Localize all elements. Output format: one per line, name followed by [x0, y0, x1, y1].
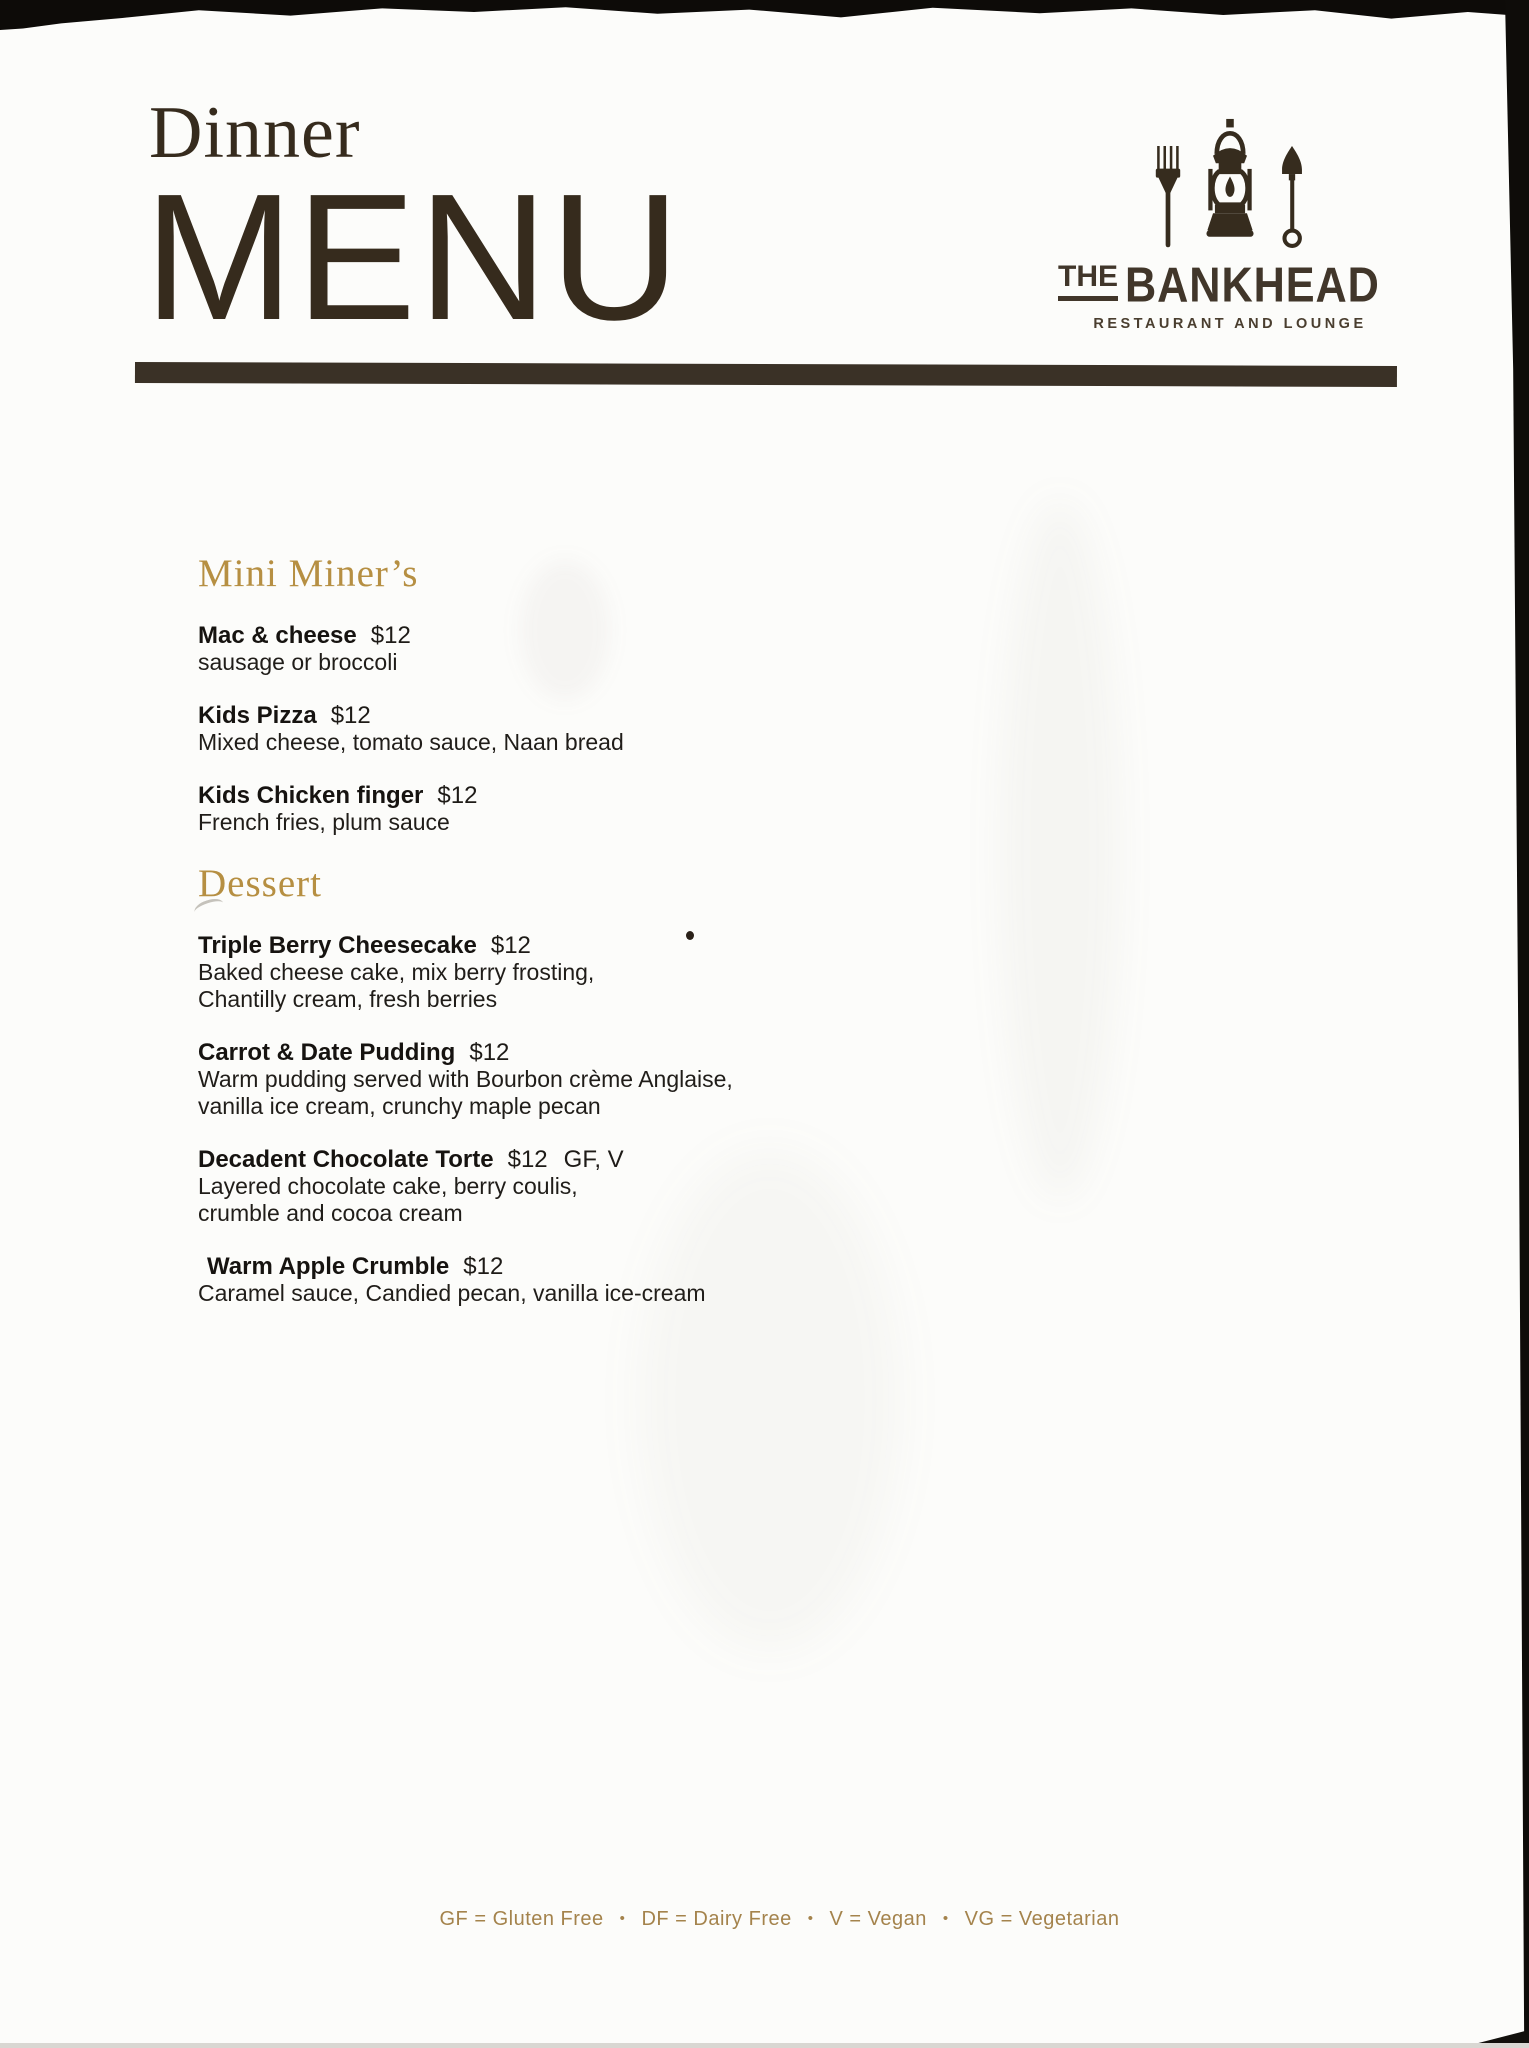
- lantern-icon: [1197, 118, 1263, 250]
- item-title-line: [198, 1039, 998, 1066]
- brand-logo-icons: [1060, 112, 1400, 250]
- item-dietary-tags: GF, V: [563, 1146, 624, 1173]
- menu-item-kids-pizza: [198, 702, 998, 756]
- brand-tagline: RESTAURANT AND LOUNGE: [1093, 316, 1367, 332]
- brand-the: THE: [1058, 262, 1118, 301]
- legend-part-vegetarian: VG = Vegetarian: [964, 1908, 1120, 1930]
- brand-bankhead: BANKHEAD: [1125, 256, 1380, 312]
- item-title-line: [198, 1146, 998, 1173]
- item-description-line: vanilla ice cream, crunchy maple pecan: [198, 1093, 601, 1119]
- item-price: $12: [507, 1146, 548, 1173]
- item-title-line: [198, 702, 998, 729]
- menu-item-kids-chicken-finger: [198, 782, 998, 836]
- brand-name: [1058, 256, 1400, 312]
- item-name: Decadent Chocolate Torte: [198, 1146, 494, 1173]
- item-description-line: Baked cheese cake, mix berry frosting,: [198, 959, 595, 985]
- item-price: $12: [330, 702, 371, 729]
- dietary-legend: [0, 1908, 1529, 1931]
- shovel-icon: [1278, 146, 1306, 250]
- legend-separator: •: [942, 1910, 949, 1927]
- section-heading-mini-miners: Mini Miner’s: [198, 552, 419, 595]
- legend-part-vegan: V = Vegan: [829, 1908, 927, 1930]
- item-name: Triple Berry Cheesecake: [198, 932, 477, 959]
- legend-part-dairy-free: DF = Dairy Free: [641, 1908, 792, 1930]
- item-price: $12: [437, 782, 478, 809]
- brand-logo: [1060, 112, 1400, 332]
- header-divider-bar: [135, 362, 1397, 387]
- section-heading-dessert: Dessert: [198, 862, 322, 905]
- item-description-line: Caramel sauce, Candied pecan, vanilla ice-cream: [198, 1280, 706, 1306]
- menu-item-triple-berry-cheesecake: [198, 932, 998, 1013]
- item-price: $12: [469, 1039, 510, 1066]
- item-price: $12: [463, 1253, 504, 1280]
- item-description-line: Warm pudding served with Bourbon crème Anglaise,: [198, 1066, 733, 1092]
- menu-item-mac-and-cheese: [198, 622, 998, 676]
- dinner-title: Dinner: [149, 92, 361, 174]
- item-description-line: French fries, plum sauce: [198, 809, 450, 835]
- item-title-line: [198, 932, 998, 959]
- scan-bottom-edge-artifact: [0, 2043, 1529, 2048]
- item-name: Warm Apple Crumble: [207, 1253, 450, 1280]
- item-description-line: sausage or broccoli: [198, 649, 398, 675]
- menu-item-warm-apple-crumble: [198, 1253, 998, 1307]
- item-title-line: [198, 1253, 998, 1280]
- item-description-line: Mixed cheese, tomato sauce, Naan bread: [198, 729, 624, 755]
- scan-right-edge-artifact: [1505, 0, 1529, 2048]
- item-name: Carrot & Date Pudding: [198, 1039, 456, 1066]
- legend-separator: •: [619, 1910, 626, 1927]
- item-title-line: [198, 622, 998, 649]
- item-description-line: Chantilly cream, fresh berries: [198, 986, 498, 1012]
- legend-part-gluten-free: GF = Gluten Free: [439, 1908, 604, 1930]
- legend-separator: •: [807, 1910, 814, 1927]
- menu-item-carrot-date-pudding: [198, 1039, 998, 1120]
- item-title-line: [198, 782, 998, 809]
- item-description-line: Layered chocolate cake, berry coulis,: [198, 1173, 578, 1199]
- menu-column: [198, 552, 998, 1333]
- item-description-line: crumble and cocoa cream: [198, 1200, 463, 1226]
- item-price: $12: [490, 932, 531, 959]
- fork-icon: [1154, 146, 1182, 250]
- menu-title: MENU: [144, 157, 682, 358]
- scan-shading-artifact: [1000, 500, 1120, 1200]
- menu-item-decadent-chocolate-torte: [198, 1146, 998, 1227]
- scan-top-edge-artifact: [0, 0, 1529, 30]
- item-name: Kids Chicken finger: [198, 782, 424, 809]
- item-price: $12: [370, 622, 411, 649]
- item-name: Kids Pizza: [198, 702, 317, 729]
- item-name: Mac & cheese: [198, 622, 357, 649]
